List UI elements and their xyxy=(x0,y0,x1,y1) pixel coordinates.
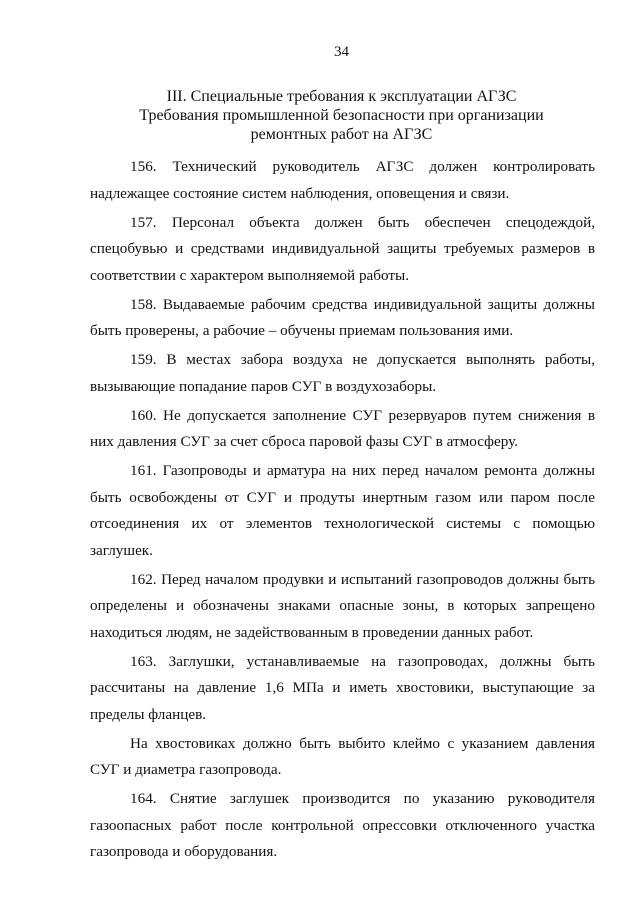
paragraph-156: 156. Технический руководитель АГЗС должен контролировать надлежащее состояние систем наблюдения, оповещения и связи. xyxy=(90,158,595,202)
paragraph-158: 158. Выдаваемые рабочим средства индивидуальной защиты должны быть проверены, а рабочие – обучены приемам пользования ими. xyxy=(90,295,595,339)
paragraph-159: 159. В местах забора воздуха не допускается выполнять работы, вызывающие попадание паров СУГ в воздухозаборы. xyxy=(90,351,595,395)
paragraph-160: 160. Не допускается заполнение СУГ резервуаров путем снижения в них давления СУГ за счет сброса паровой фазы СУГ в атмосферу. xyxy=(90,406,595,450)
heading-line-2: Требования промышленной безопасности при организации xyxy=(139,107,544,124)
paragraph-164: 164. Снятие заглушек производится по указанию руководителя газоопасных работ после контрольной опрессовки отключенного участка газопровода и оборудования. xyxy=(90,790,595,860)
paragraph-163: 163. Заглушки, устанавливаемые на газопроводах, должны быть рассчитаны на давление 1,6 МПа и иметь хвостовики, выступающие за пределы фланцев. xyxy=(90,652,595,723)
paragraph-161: 161. Газопроводы и арматура на них перед началом ремонта должны быть освобождены от СУГ и продуты инертным газом или паром после отсоединения их от элементов технологической системы с помощью заглушек. xyxy=(90,462,595,559)
paragraph-162: 162. Перед началом продувки и испытаний газопроводов должны быть определены и обозначены знаками опасные зоны, в которых запрещено находиться людям, не задействованным в проведении данных работ. xyxy=(90,570,595,641)
body-text xyxy=(90,154,595,868)
paragraph-157: 157. Персонал объекта должен быть обеспечен спецодеждой, спецобувью и средствами индивидуальной защиты требуемых размеров в соответствии с характером выполняемой работы. xyxy=(90,213,595,284)
heading-line-1: III. Специальные требования к эксплуатации АГЗС xyxy=(166,88,517,105)
page-number: 34 xyxy=(334,44,349,60)
paragraph-163-note: На хвостовиках должно быть выбито клеймо с указанием давления СУГ и диаметра газопровода. xyxy=(90,734,595,778)
heading-line-3: ремонтных работ на АГЗС xyxy=(250,126,433,143)
section-heading xyxy=(100,87,583,144)
